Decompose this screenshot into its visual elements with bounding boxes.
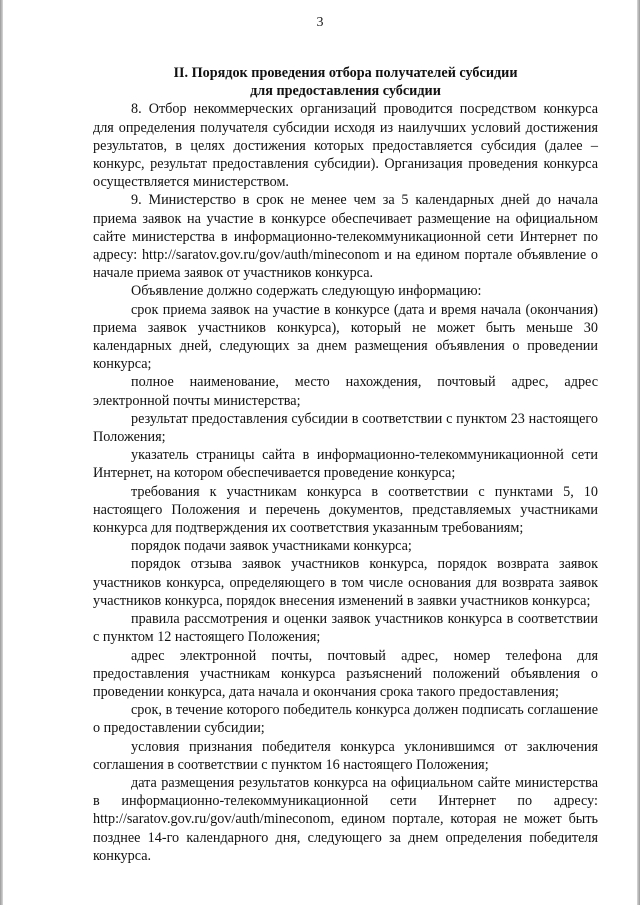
list-item-clarification-contacts: адрес электронной почты, почтовый адрес, номер телефона для предоставления участникам конкурса разъяснений положений объявления о проведении конкурса, дата начала и окончания срока такого предоставления; [93, 647, 598, 700]
section-heading-line-2: для предоставления субсидии [250, 83, 441, 100]
list-item-submission-procedure: порядок подачи заявок участниками конкурса; [131, 538, 412, 555]
list-item-evasion-conditions: условия признания победителя конкурса уклонившимся от заключения соглашения в соответствии с пунктом 16 настоящего Положения; [93, 738, 598, 773]
paragraph-8: 8. Отбор некоммерческих организаций проводится посредством конкурса для определения получателя субсидии исходя из наилучших условий достижения результатов, в целях достижения которых предоставляется субсидия (далее – конкурс, результат предоставления субсидии). Организация проведения конкурса осуществляется министерством. [93, 101, 598, 191]
list-item-subsidy-result: результат предоставления субсидии в соответствии с пунктом 23 настоящего Положения; [93, 410, 598, 446]
list-item-results-publication: дата размещения результатов конкурса на официальном сайте министерства в информационно-телекоммуникационной сети Интернет по адресу: http://saratov.gov.ru/gov/auth/mineconom, едином портале, которая не может быть позднее 14-го календарного дня, следующего за днем определения победителя конкурса. [93, 774, 598, 864]
announcement-intro: Объявление должно содержать следующую информацию: [131, 283, 482, 300]
list-item-withdrawal-procedure: порядок отзыва заявок участников конкурса, порядок возврата заявок участников конкурса, определяющего в том числе основания для возврата заявок участников конкурса, порядок внесения изменений в заявки участников конкурса; [93, 556, 598, 609]
list-item-signing-deadline: срок, в течение которого победитель конкурса должен подписать соглашение о предоставлении субсидии; [93, 702, 598, 737]
list-item-participant-requirements: требования к участникам конкурса в соответствии с пунктами 5, 10 настоящего Положения и перечень документов, представляемых участниками конкурса для подтверждения их соответствия указанным требованиям; [93, 483, 598, 537]
page-number: 3 [316, 15, 324, 30]
list-item-ministry-contacts: полное наименование, место нахождения, почтовый адрес, адрес электронной почты министерства; [93, 374, 598, 409]
list-item-application-period: срок приема заявок на участие в конкурсе (дата и время начала (окончания) приема заявок участников конкурса), который не может быть меньше 30 календарных дней, следующих за днем размещения объявления о проведении конкурса; [93, 301, 598, 373]
document-body [93, 64, 598, 865]
list-item-evaluation-rules: правила рассмотрения и оценки заявок участников конкурса в соответствии с пунктом 12 настоящего Положения; [93, 611, 598, 646]
section-heading-line-1: II. Порядок проведения отбора получателей субсидии [173, 65, 518, 81]
scan-edge-left [0, 0, 3, 905]
list-item-site-page: указатель страницы сайта в информационно-телекоммуникационной сети Интернет, на котором обеспечивается проведение конкурса; [93, 447, 598, 482]
paragraph-9: 9. Министерство в срок не менее чем за 5 календарных дней до начала приема заявок на участие в конкурсе обеспечивает размещение на официальном сайте министерства в информационно-телекоммуникационной сети Интернет по адресу: http://saratov.gov.ru/gov/auth/mineconom и на едином портале объявление о начале приема заявок от участников конкурса. [93, 192, 598, 282]
section-heading [93, 64, 598, 100]
